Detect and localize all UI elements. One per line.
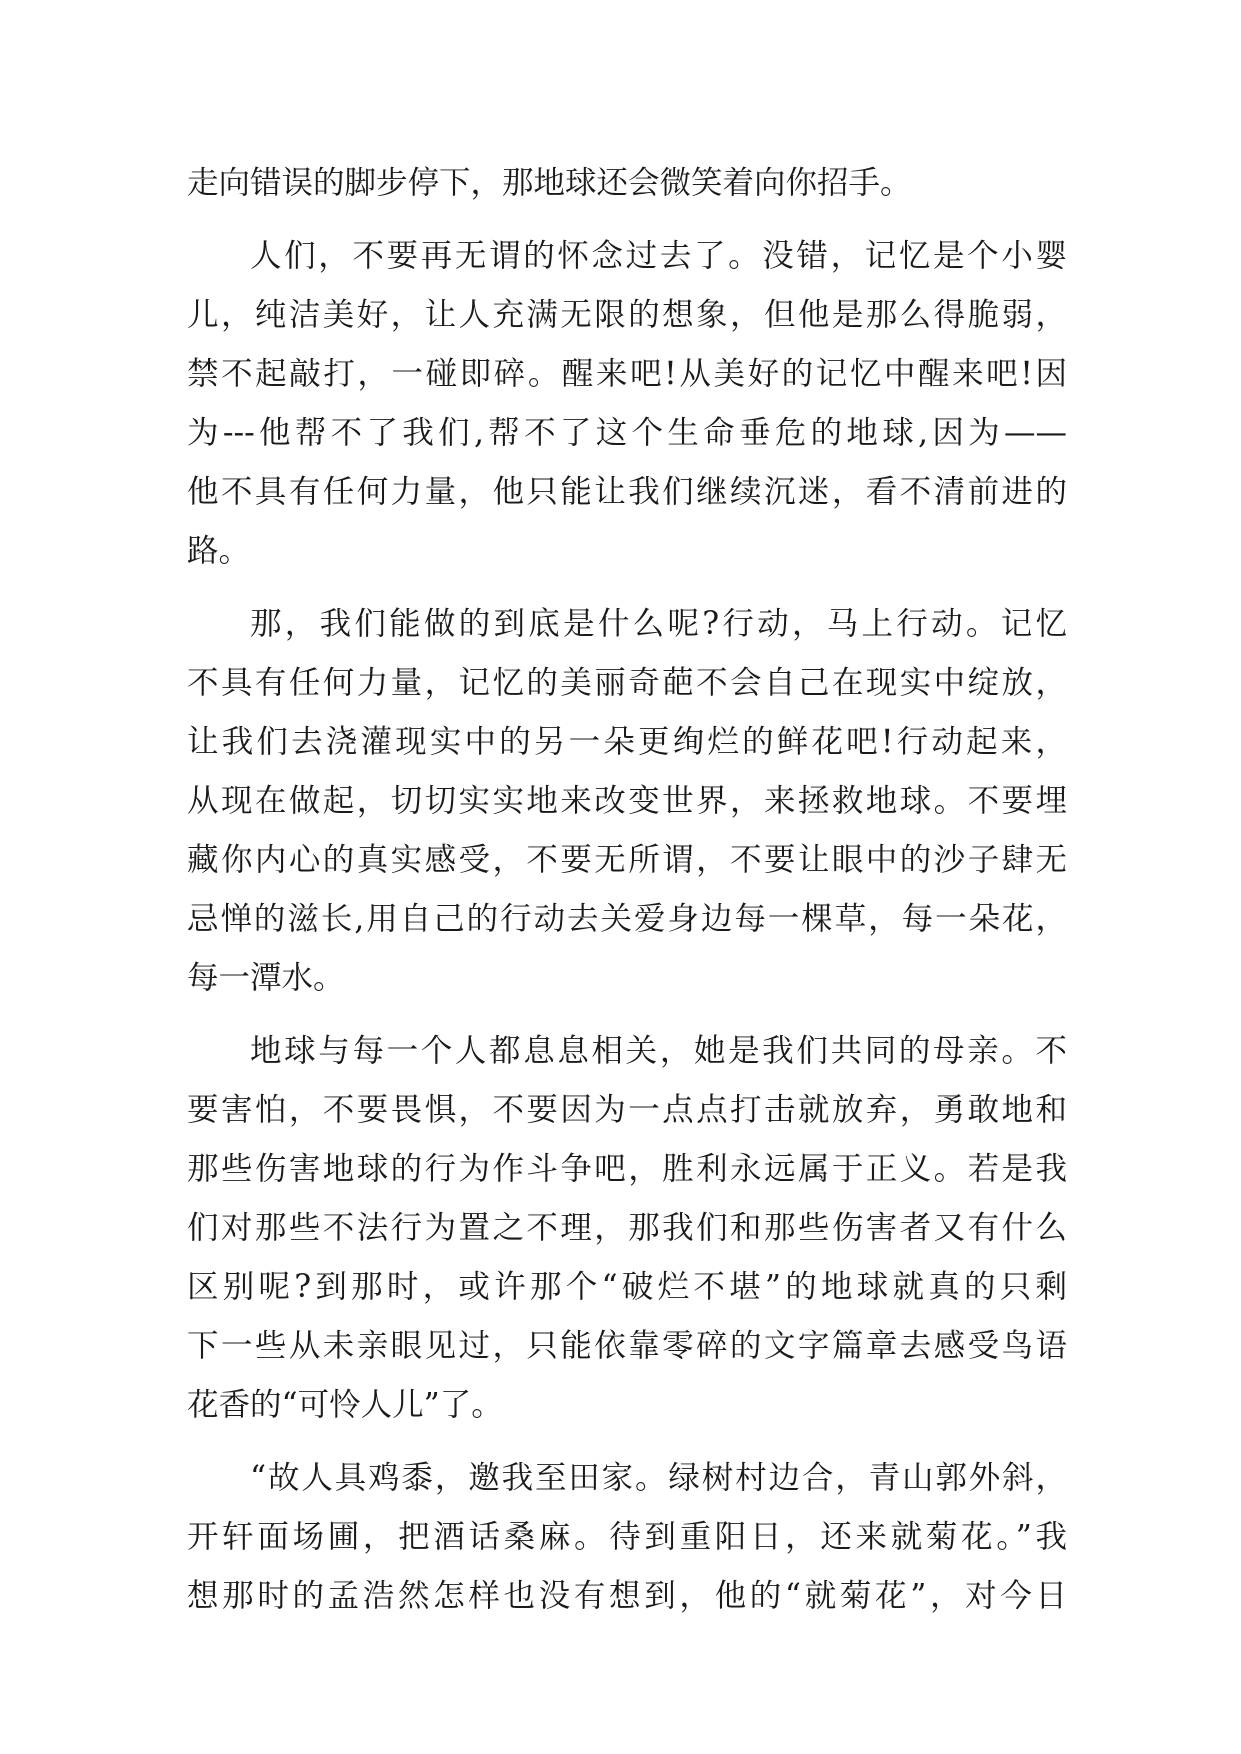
text-line: 那些伤害地球的行为作斗争吧，胜利永远属于正义。若是我	[187, 1151, 1067, 1187]
text-line: 为---他帮不了我们,帮不了这个生命垂危的地球,因为——	[187, 415, 1067, 451]
text-line: 花香的“可怜人儿”了。	[187, 1387, 503, 1423]
text-line: 人们，不要再无谓的怀念过去了。没错，记忆是个小婴	[250, 238, 1067, 274]
text-line: 走向错误的脚步停下，那地球还会微笑着向你招手。	[187, 165, 912, 201]
text-line: 下一些从未亲眼见过，只能依靠零碎的文字篇章去感受鸟语	[187, 1328, 1067, 1364]
text-line: 每一潭水。	[187, 960, 345, 996]
text-line: 从现在做起，切切实实地来改变世界，来拯救地球。不要埋	[187, 783, 1067, 819]
text-line: 们对那些不法行为置之不理，那我们和那些伤害者又有什么	[187, 1210, 1067, 1246]
text-line: 路。	[187, 533, 251, 569]
paragraph	[187, 227, 1067, 581]
text-line: 不具有任何力量，记忆的美丽奇葩不会自己在现实中绽放，	[187, 665, 1067, 701]
text-line: 要害怕，不要畏惧，不要因为一点点打击就放弃，勇敢地和	[187, 1092, 1067, 1128]
text-line: 区别呢?到那时，或许那个“破烂不堪”的地球就真的只剩	[187, 1269, 1067, 1305]
text-line: 那，我们能做的到底是什么呢?行动，马上行动。记忆	[250, 606, 1067, 642]
text-line: 禁不起敲打，一碰即碎。醒来吧!从美好的记忆中醒来吧!因	[187, 356, 1067, 392]
text-line: 让我们去浇灌现实中的另一朵更绚烂的鲜花吧!行动起来，	[187, 724, 1067, 760]
text-line: “故人具鸡黍，邀我至田家。绿树村边合，青山郭外斜，	[250, 1460, 1067, 1496]
paragraph	[187, 1022, 1067, 1435]
paragraph	[187, 595, 1067, 1008]
text-line: 忌惮的滋长,用自己的行动去关爱身边每一棵草，每一朵花，	[187, 901, 1067, 937]
paragraph	[187, 1449, 1067, 1626]
paragraph	[187, 154, 1067, 213]
text-line: 藏你内心的真实感受，不要无所谓，不要让眼中的沙子肆无	[187, 842, 1067, 878]
text-line: 儿，纯洁美好，让人充满无限的想象，但他是那么得脆弱，	[187, 297, 1067, 333]
text-line: 开轩面场圃，把酒话桑麻。待到重阳日，还来就菊花。”我	[187, 1519, 1067, 1555]
document-body	[187, 154, 1067, 1626]
text-line: 他不具有任何力量，他只能让我们继续沉迷，看不清前进的	[187, 474, 1067, 510]
text-line: 想那时的孟浩然怎样也没有想到，他的“就菊花”，对今日	[187, 1578, 1067, 1614]
text-line: 地球与每一个人都息息相关，她是我们共同的母亲。不	[250, 1033, 1067, 1069]
